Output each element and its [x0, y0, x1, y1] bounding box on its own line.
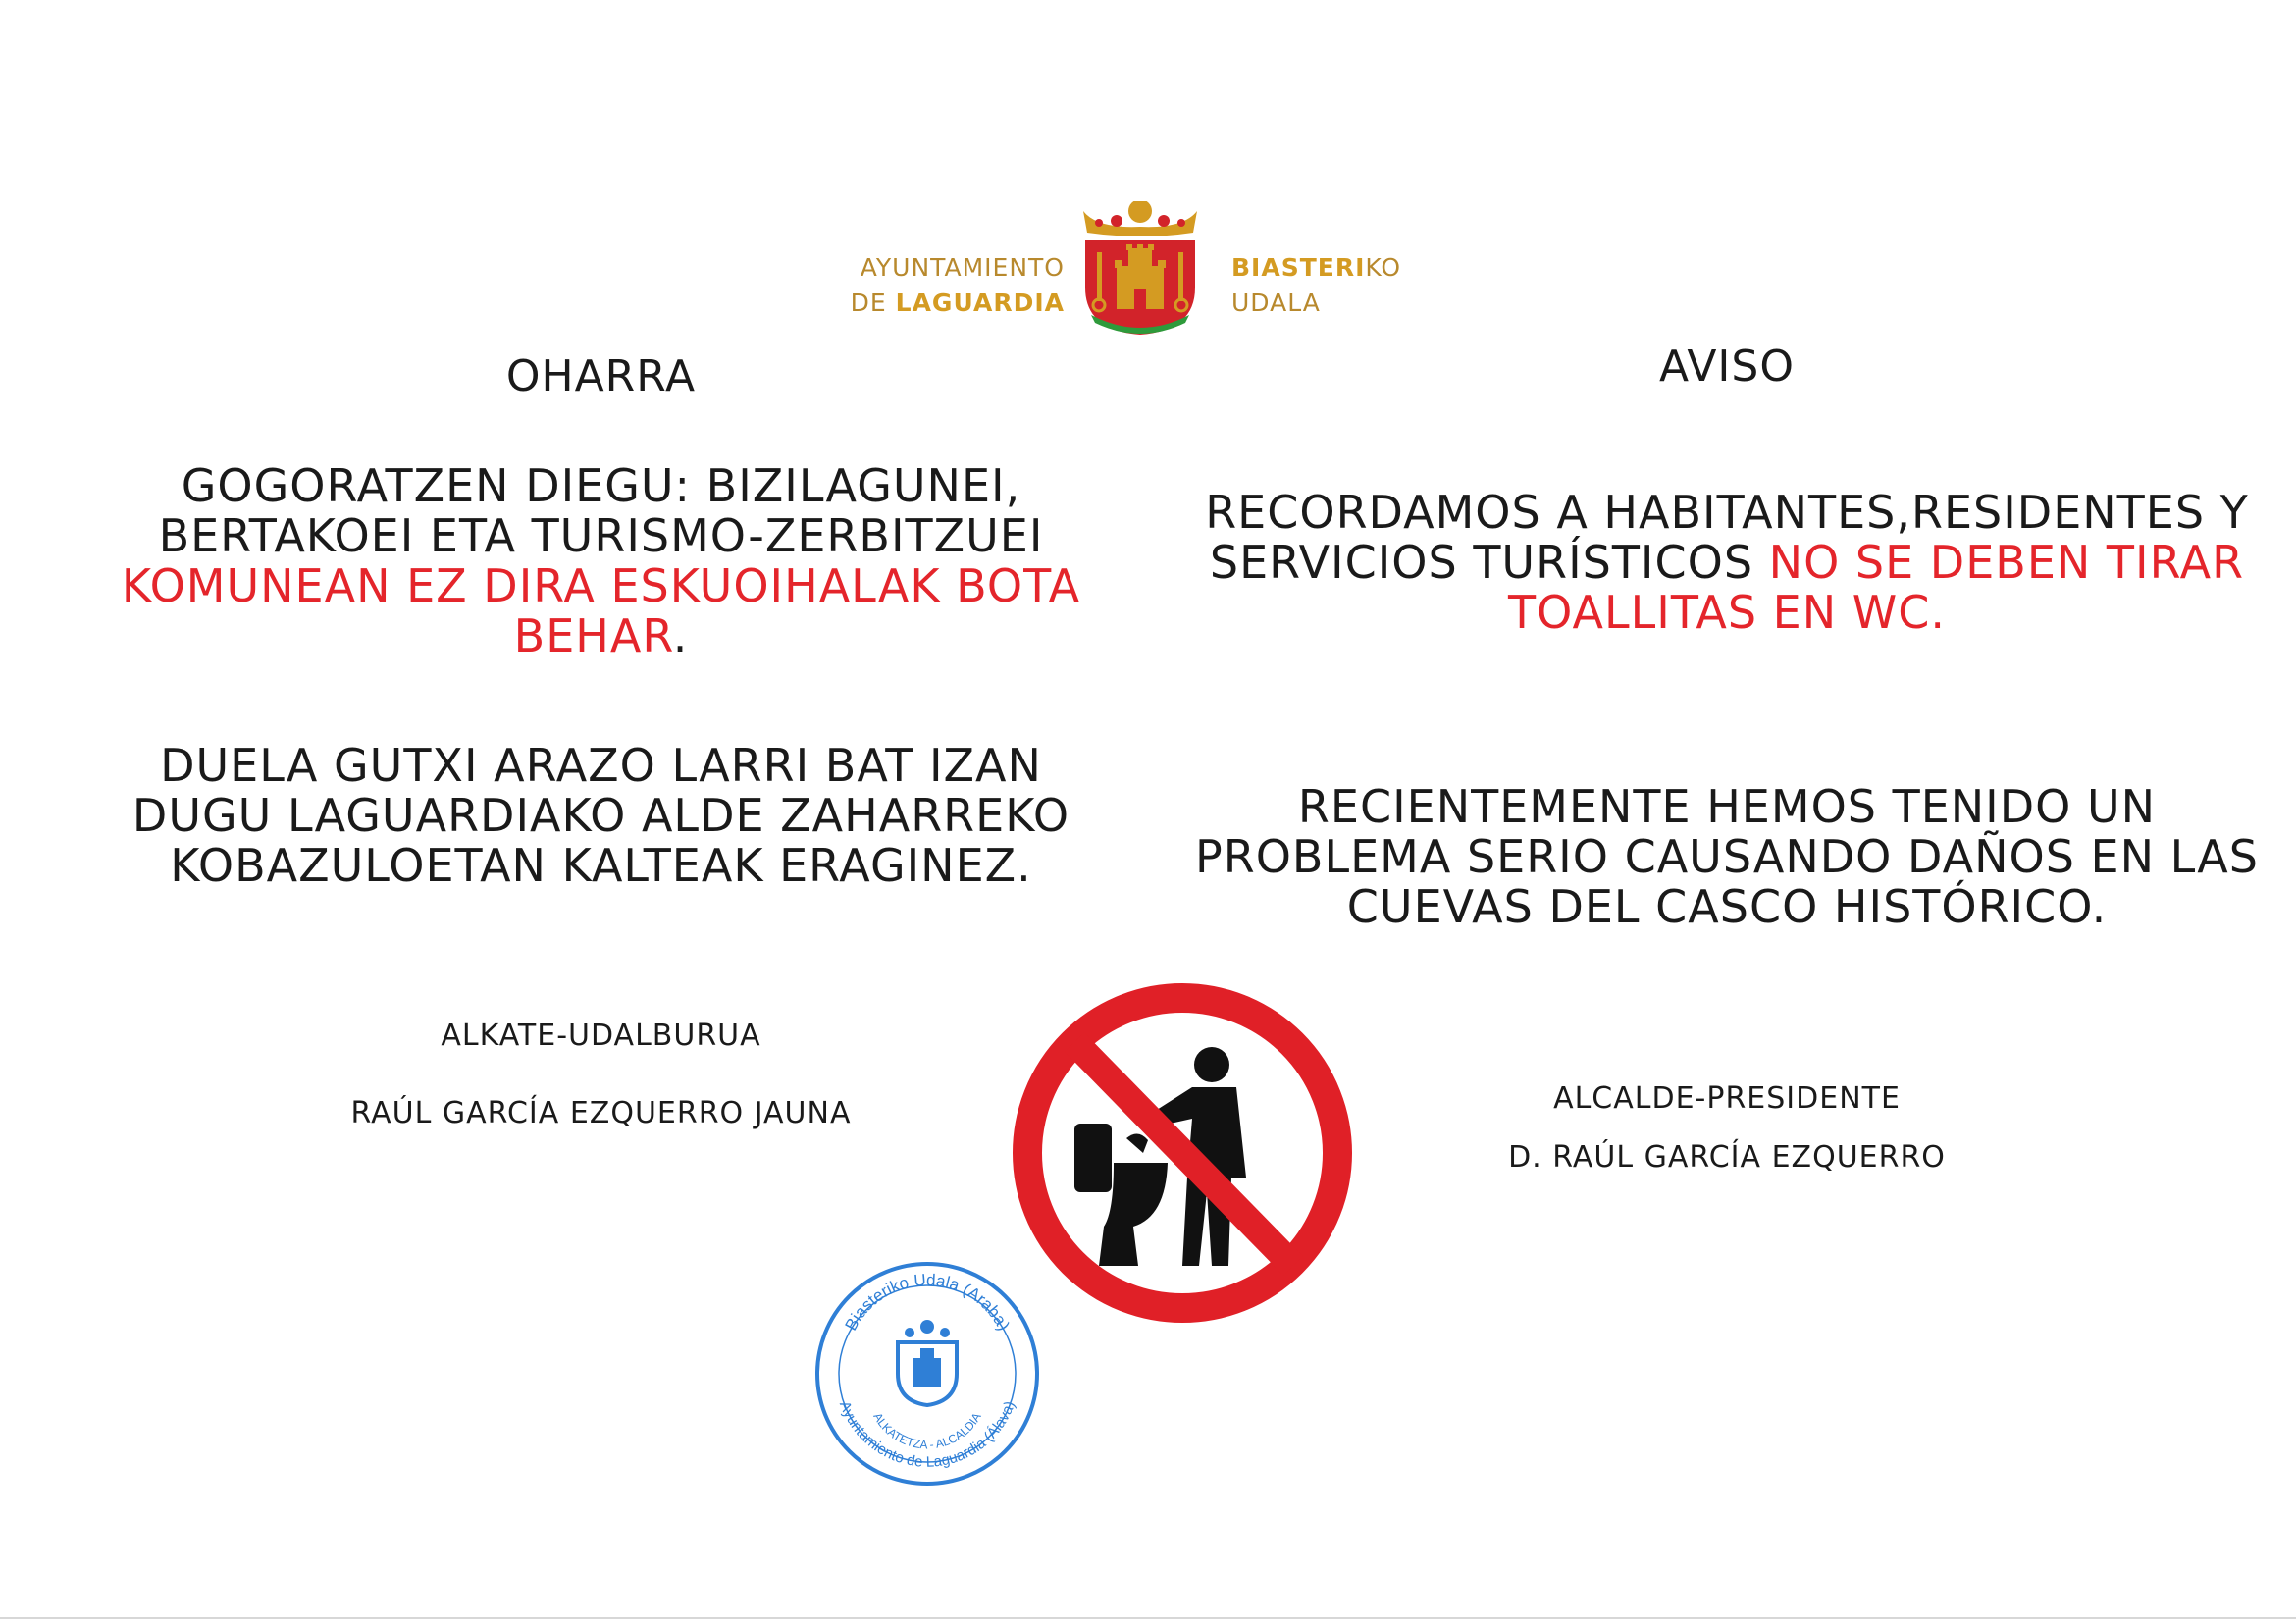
logo-text-left [814, 250, 1065, 321]
spanish-paragraph-2: RECIENTEMENTE HEMOS TENIDO UN PROBLEMA SERIO CAUSANDO DAÑOS EN LAS CUEVAS DEL CASCO HISTÓRICO. [1195, 780, 2259, 933]
stamp-outer-text: Biasteriko Udala (Araba) [841, 1270, 1014, 1335]
spanish-heading: AVISO [1659, 341, 1795, 392]
basque-signature-name: RAÚL GARCÍA EZQUERRO JAUNA [350, 1096, 852, 1130]
no-flushing-wipes-icon [1011, 981, 1354, 1325]
logo-right-line1: BIASTERIKO [1231, 253, 1402, 282]
basque-signature-title: ALKATE-UDALBURUA [441, 1019, 761, 1053]
logo-text-right [1231, 250, 1467, 321]
page-edge-line [0, 1617, 2296, 1619]
stamp-inner-text: ALKATETZA - ALCALDIA [870, 1410, 984, 1452]
spanish-signature-title: ALCALDE-PRESIDENTE [1553, 1081, 1901, 1116]
basque-paragraph-2: DUELA GUTXI ARAZO LARRI BAT IZAN DUGU LAGUARDIAKO ALDE ZAHARREKO KOBAZULOETAN KALTEAK ERAGINEZ. [131, 739, 1070, 892]
logo-right-line2: UDALA [1231, 288, 1321, 317]
basque-warning-red: KOMUNEAN EZ DIRA ESKUOIHALAK BOTA BEHAR [121, 559, 1081, 662]
logo-left-line1: AYUNTAMIENTO [860, 253, 1065, 282]
coat-of-arms-icon [1077, 201, 1203, 337]
basque-heading: OHARRA [505, 351, 697, 401]
spanish-warning-red: NO SE DEBEN TIRAR TOALLITAS EN WC. [1508, 536, 2245, 639]
official-stamp-icon [809, 1256, 1045, 1492]
logo-left-line2: DE LAGUARDIA [850, 288, 1065, 317]
spanish-signature-name: D. RAÚL GARCÍA EZQUERRO [1508, 1140, 1946, 1175]
stamp-lower-text: Ayuntamiento de Laguardia (Álava) [835, 1398, 1019, 1471]
spanish-paragraph-1: RECORDAMOS A HABITANTES,RESIDENTES Y SERVICIOS TURÍSTICOS NO SE DEBEN TIRAR TOALLITAS EN WC. [1205, 486, 2249, 639]
basque-paragraph-1: GOGORATZEN DIEGU: BIZILAGUNEI, BERTAKOEI ETA TURISMO-ZERBITZUEI KOMUNEAN EZ DIRA ESKUOIHALAK BOTA BEHAR. [121, 459, 1081, 662]
